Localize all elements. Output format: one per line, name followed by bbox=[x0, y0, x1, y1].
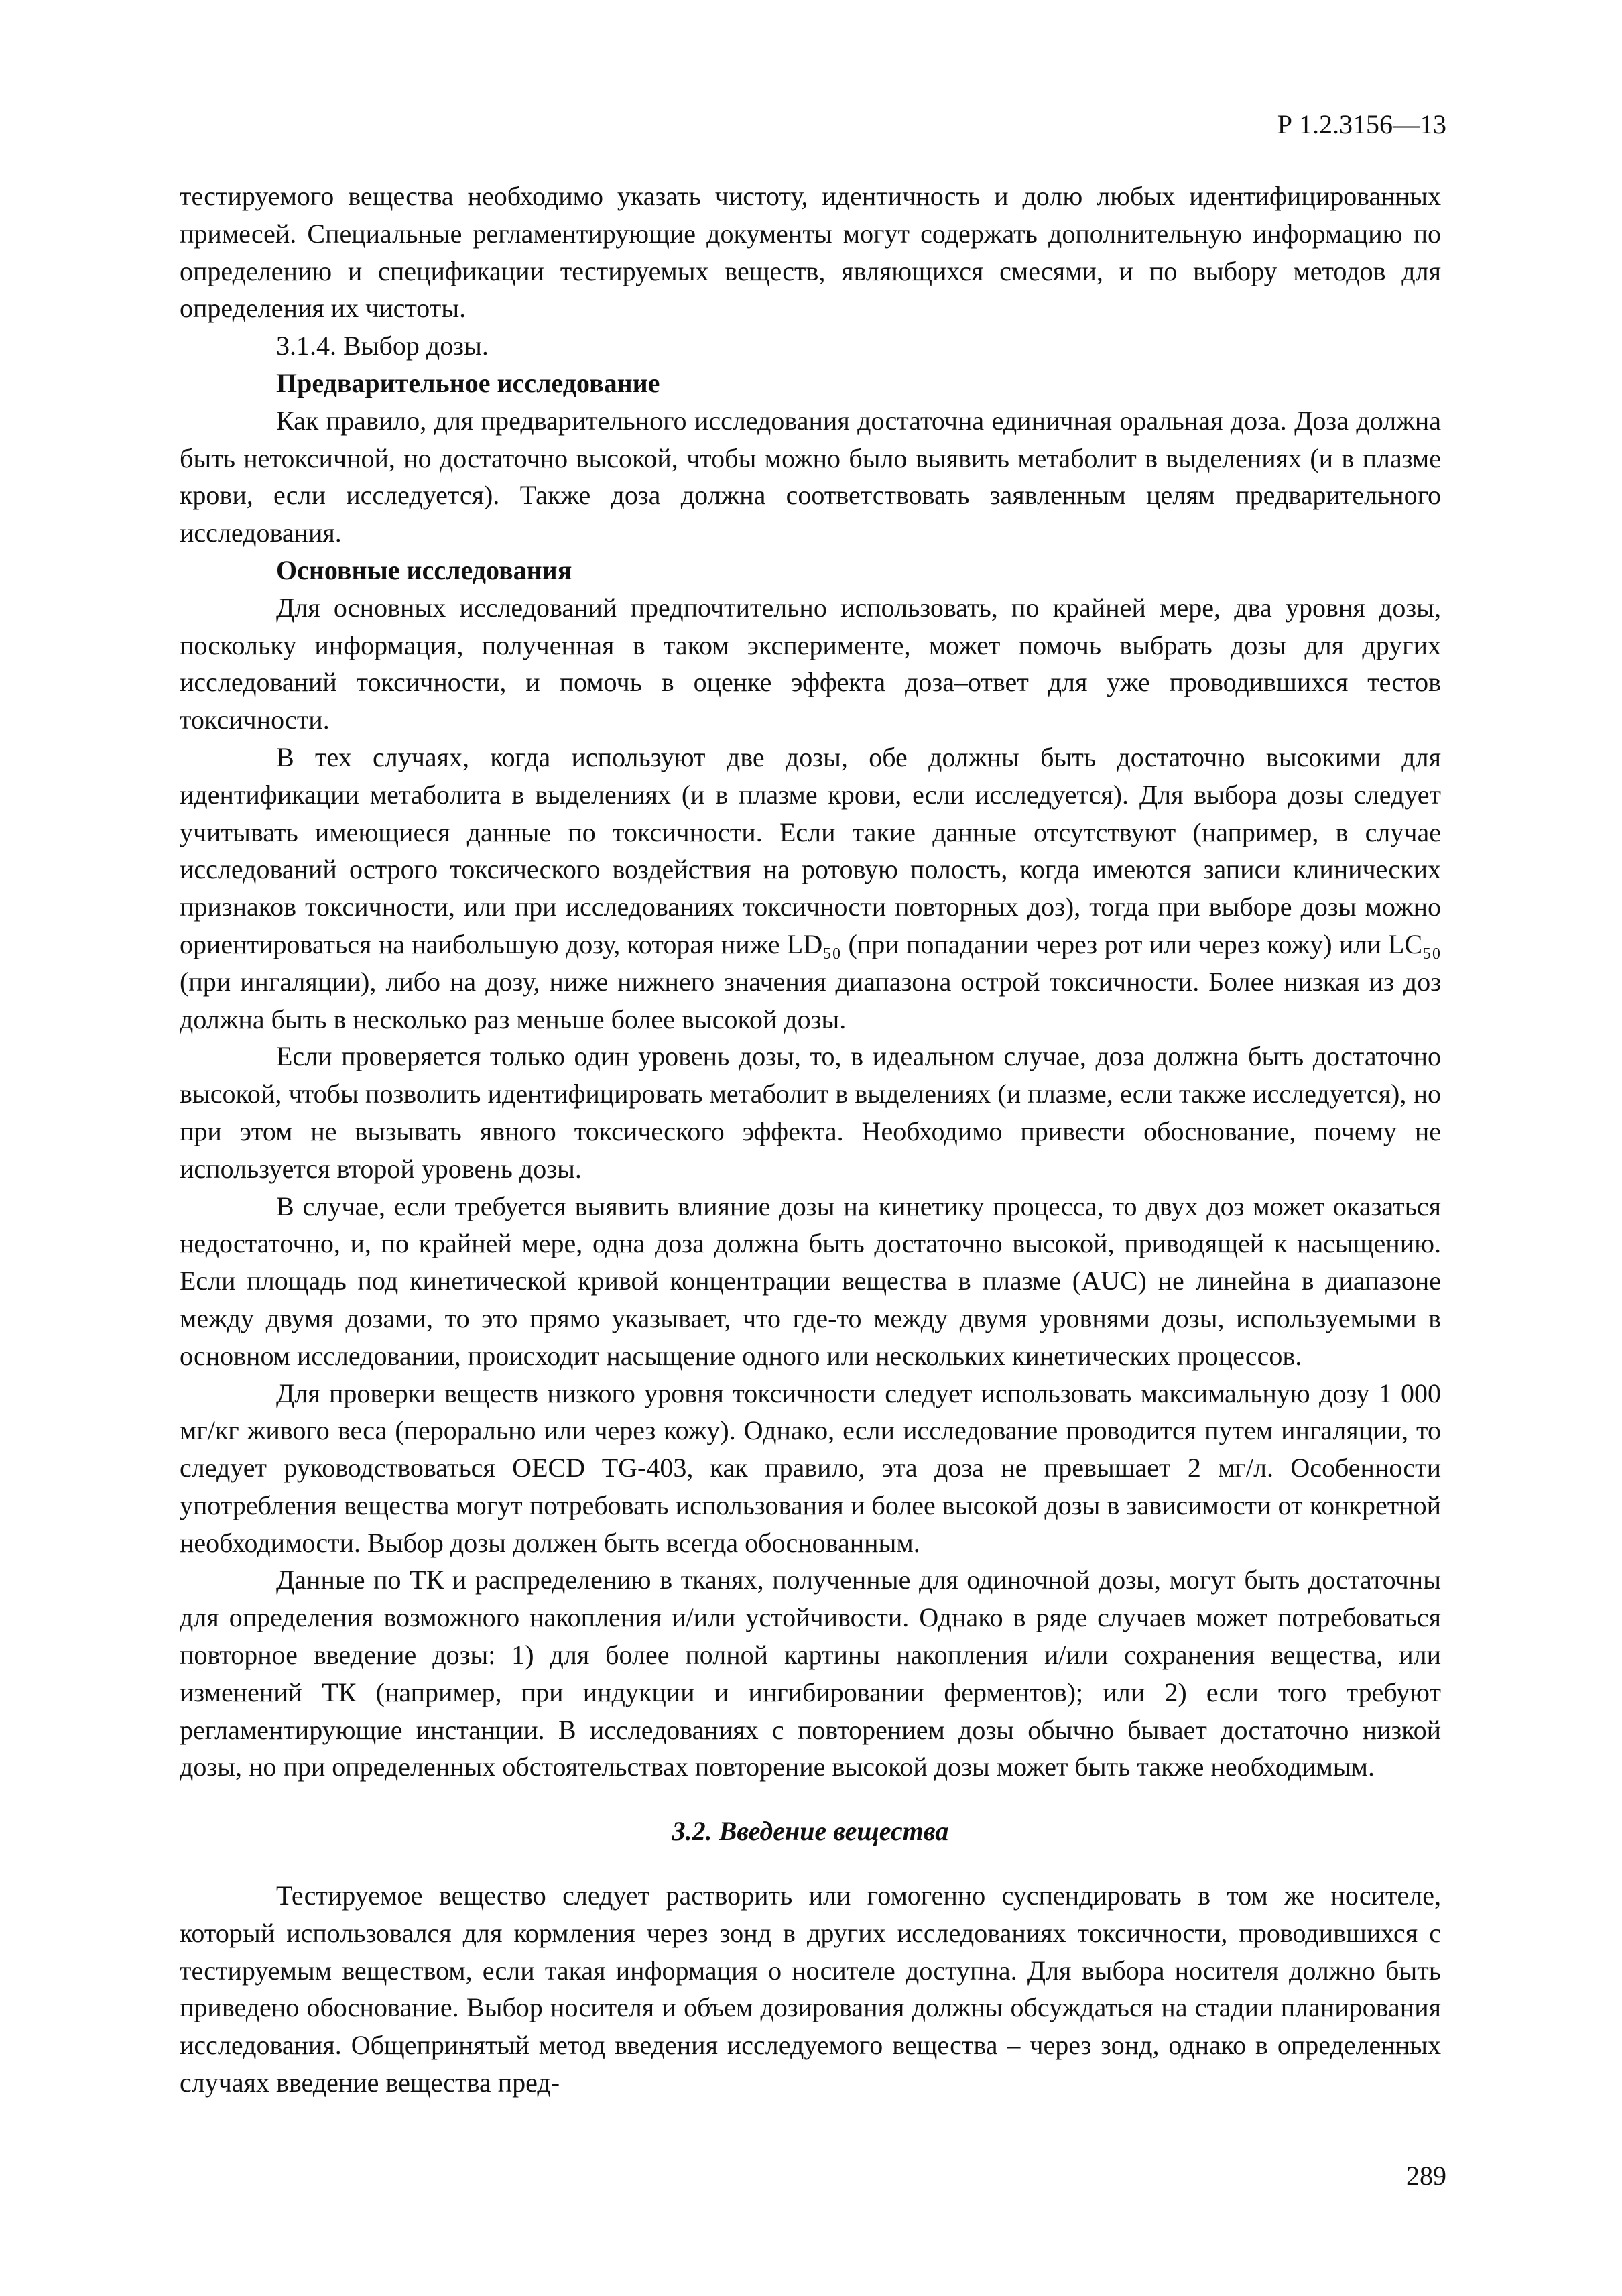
section-title: 3.2. Введение вещества bbox=[672, 1816, 949, 1847]
paragraph: Если проверяется только один уровень дозы, то, в идеальном случае, доза должна быть достаточно высокой, чтобы позволить идентифицировать метаболит в выделениях (и плазме, если также исследуется), но при этом не вызывать явного токсического эффекта. Необходимо привести обоснование, почему не используется второй уровень дозы. bbox=[180, 1041, 1441, 1184]
document-body bbox=[180, 178, 1441, 2102]
paragraph-continuation: тестируемого вещества необходимо указать чистоту, идентичность и долю любых идентифицированных примесей. Специальные регламентирующие документы могут содержать дополнительную информацию по определению и спецификации тестируемых веществ, являющихся смесями, и по выбору методов для определения их чистоты. bbox=[180, 181, 1441, 324]
heading-preliminary-study: Предварительное исследование bbox=[276, 367, 660, 398]
paragraph: В случае, если требуется выявить влияние дозы на кинетику процесса, то двух доз может оказаться недостаточно, и, по крайней мере, одна доза должна быть достаточно высокой, приводящей к насыщению. Если площадь под кинетической кривой концентрации вещества в плазме (AUC) не линейна в диапазоне между двумя дозами, то это прямо указывает, что где-то между двумя уровнями дозы, используемыми в основном исследовании, происходит насыщение одного или нескольких кинетических процессов. bbox=[180, 1191, 1441, 1371]
paragraph: Тестируемое вещество следует растворить или гомогенно суспендировать в том же носителе, который использовался для кормления через зонд в других исследованиях токсичности, проводившихся с тестируемым веществом, если такая информация о носителе доступна. Для выбора носителя должно быть приведено обоснование. Выбор носителя и объем дозирования должны обсуждаться на стадии планирования исследования. Общепринятый метод введения исследуемого вещества – через зонд, однако в определенных случаях введение вещества пред- bbox=[180, 1880, 1441, 2098]
subsection-number: 3.1.4. Выбор дозы. bbox=[276, 330, 489, 361]
paragraph: Для проверки веществ низкого уровня токсичности следует использовать максимальную дозу 1 000 мг/кг живого веса (перорально или через кожу). Однако, если исследование проводится путем ингаляции, то следует руководствоваться OECD TG-403, как правило, эта доза не превышает 2 мг/л. Особенности употребления вещества могут потребовать использования и более высокой дозы в зависимости от конкретной необходимости. Выбор дозы должен быть всегда обоснованным. bbox=[180, 1378, 1441, 1558]
page-number: 289 bbox=[1406, 2161, 1446, 2191]
paragraph: Данные по ТК и распределению в тканях, полученные для одиночной дозы, могут быть достаточны для определения возможного накопления и/или устойчивости. Однако в ряде случаев может потребоваться повторное введение дозы: 1) для более полной картины накопления и/или сохранения вещества, или изменений ТК (например, при индукции и ингибировании ферментов); или 2) если того требуют регламентирующие инстанции. В исследованиях с повторением дозы обычно бывает достаточно низкой дозы, но при определенных обстоятельствах повторение высокой дозы может быть также необходимым. bbox=[180, 1565, 1441, 1783]
paragraph: Как правило, для предварительного исследования достаточна единичная оральная доза. Доза должна быть нетоксичной, но достаточно высокой, чтобы можно было выявить метаболит в выделениях (и в плазме крови, если исследуется). Также доза должна соответствовать заявленным целям предварительного исследования. bbox=[180, 405, 1441, 548]
paragraph: Для основных исследований предпочтительно использовать, по крайней мере, два уровня дозы, поскольку информация, полученная в таком эксперименте, может помочь выбрать дозы для других исследований токсичности, и помочь в оценке эффекта доза–ответ для уже проводившихся тестов токсичности. bbox=[180, 592, 1441, 735]
heading-main-studies: Основные исследования bbox=[276, 554, 572, 585]
document-code: Р 1.2.3156—13 bbox=[1277, 109, 1446, 139]
paragraph: В тех случаях, когда используют две дозы, обе должны быть достаточно высокими для идентификации метаболита в выделениях (и в плазме крови, если исследуется). Для выбора дозы следует учитывать имеющиеся данные по токсичности. Если такие данные отсутствуют (например, в случае исследований острого токсического воздействия на ротовую полость, когда имеются записи клинических признаков токсичности, или при исследованиях токсичности повторных доз), тогда при выборе дозы можно ориентироваться на наибольшую дозу, которая ниже LD₅₀ (при попадании через рот или через кожу) или LC₅₀ (при ингаляции), либо на дозу, ниже нижнего значения диапазона острой токсичности. Более низкая из доз должна быть в несколько раз меньше более высокой дозы. bbox=[180, 741, 1441, 1034]
